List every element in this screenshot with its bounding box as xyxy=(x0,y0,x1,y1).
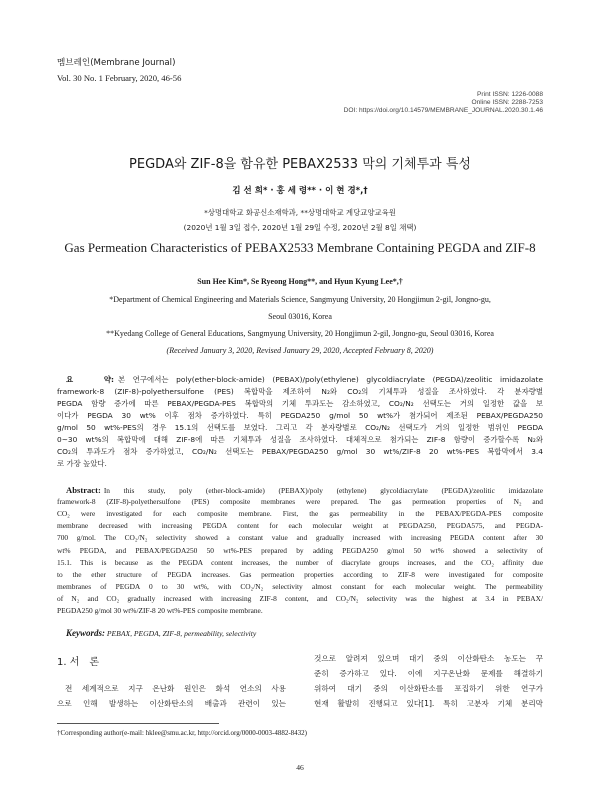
section-heading-introduction: 1. 서 론 xyxy=(57,657,100,668)
affiliation-2: **Kyedang College of General Educations, Sangmyung University, 20 Hongjimun 2-gil, Jongno-gu, Seoul 03016, Korea xyxy=(106,329,494,338)
abstract-ko-line: 로 가장 높았다. xyxy=(57,459,107,468)
abstract-en-line: membrane decreased with increasing PEGDA content for each molecular weight at PEGDA250, PEGDA575, and PEGDA- xyxy=(57,521,543,530)
intro-right-line: 준히 증가하고 있다. 이에 지구온난화 문제를 해결하기 xyxy=(314,669,543,678)
abstract-ko-line: 요 약: 본 연구에서는 poly(ether-block-amide) (PEBAX)/poly(ethylene) glycoldiacrylate (PEGDA)/zeolitic imidazolate xyxy=(66,375,543,384)
page-number: 46 xyxy=(296,763,304,772)
abstract-en-line: framework-8 (ZIF-8)-polyethersulfone (PES) composite membranes were prepared. The gas permeation properties of N₂ and xyxy=(57,497,543,506)
keywords-label: Keywords: xyxy=(66,628,105,638)
abstract-en-line: PEGDA250 g/mol 30 wt%/ZIF-8 20 wt%-PES composite membrane. xyxy=(57,606,263,615)
korean-dates: (2020년 1월 3일 접수, 2020년 1월 29일 수정, 2020년 2월 8일 채택) xyxy=(183,223,417,232)
korean-affiliations: *상명대학교 화공신소재학과, **상명대학교 계당교양교육원 xyxy=(204,208,396,217)
intro-left-line: 전 세계적으로 지구 온난화 원인은 화석 연소의 사용 xyxy=(65,684,286,693)
english-dates: (Received January 3, 2020, Revised January 29, 2020, Accepted February 8, 2020) xyxy=(166,346,434,355)
abstract-ko-line: 0~30 wt%의 복합막에 대해 ZIF-8에 따른 기체투과 성질을 조사하였다. 대체적으로 첨가되는 ZIF-8 함량이 증가할수록 N₂와 xyxy=(57,435,543,444)
volume-info: Vol. 30 No. 1 February, 2020, 46-56 xyxy=(57,73,182,83)
online-issn: Online ISSN: 2288-7253 xyxy=(471,99,543,106)
affiliation-1-line-2: Seoul 03016, Korea xyxy=(268,312,332,321)
abstract-en-line: 700 g/mol. The CO₂/N₂ selectivity showed a constant value and gradually increased with increasing PEGDA content after 30 xyxy=(57,533,543,542)
abstract-en-line: 15.1. This is because as the PEGDA content increases, the number of diacrylate groups increases, and the CO₂ affinity due xyxy=(57,558,543,567)
abstract-en-label: Abstract: xyxy=(66,485,101,495)
intro-right-line: 것으로 알려져 있으며 대기 중의 이산화탄소 농도는 꾸 xyxy=(314,654,543,663)
doi-link[interactable]: DOI: https://doi.org/10.14579/MEMBRANE_JOURNAL.2020.30.1.46 xyxy=(343,107,543,114)
abstract-en-line: wt% PEGDA, and PEBAX/PEGDA250 50 wt%-PES prepared by adding PEGDA250 g/mol 50 wt% showed a selectivity of xyxy=(57,546,543,555)
abstract-en-line: to the ether structure of PEGDA increases. Gas permeation properties according to ZIF-8 were investigated for composite xyxy=(57,570,543,579)
abstract-ko-line: g/mol 50 wt%-PES의 경우 15.1의 선택도를 보였다. 그리고 각 분자량별로 CO₂/N₂ 선택도가 거의 일정한 범위인 PEGDA xyxy=(57,423,543,432)
intro-right-line: 현재 활발히 진행되고 있다[1]. 특히 고분자 기체 분리막 xyxy=(314,699,543,708)
print-issn: Print ISSN: 1226-0088 xyxy=(477,91,543,98)
intro-right-line: 위하여 대기 중의 이산화탄소를 포집하기 위한 연구가 xyxy=(314,684,543,693)
abstract-en-line: Abstract: In this study, poly (ether-block-amide) (PEBAX)/poly (ethylene) glycoldiacrylate (PEGDA)/zeolitic imidazolate xyxy=(66,485,543,495)
keywords-value: PEBAX, PEGDA, ZIF-8, permeability, selectivity xyxy=(106,629,257,638)
journal-name: 멤브레인(Membrane Journal) xyxy=(57,58,176,68)
footnote-divider xyxy=(57,723,219,724)
abstract-en-line: of N₂ and CO₂ gradually increased with increasing ZIF-8 content, and CO₂/N₂ selectivity was the highest at 3.4 in PEBAX/ xyxy=(57,594,543,603)
abstract-ko-line: 이다가 PEGDA 30 wt% 이후 점차 증가하였다. 특히 PEGDA250 g/mol 50 wt%가 첨가되어 제조된 PEBAX/PEGDA250 xyxy=(57,411,543,420)
english-authors: Sun Hee Kim*, Se Ryeong Hong**, and Hyun Kyung Lee*,† xyxy=(197,277,403,286)
abstract-ko-label: 요 약: xyxy=(66,375,114,384)
keywords xyxy=(66,628,256,638)
abstract-ko-line: PEGDA 함량 증가에 따른 PEBAX/PEGDA-PES 복합막의 기체 투과도는 감소하였고, CO₂/N₂ 선택도는 거의 일정한 값을 보 xyxy=(57,399,543,408)
english-title: Gas Permeation Characteristics of PEBAX2533 Membrane Containing PEGDA and ZIF-8 xyxy=(64,240,536,255)
abstract-en-line: membranes of PEGDA 0 to 30 wt%, with CO₂/N₂ selectivity almost constant for each molecular weight. The permeability xyxy=(57,582,543,591)
affiliation-1-line-1: *Department of Chemical Engineering and Materials Science, Sangmyung University, 20 Hongjimun 2-gil, Jongno-gu, xyxy=(109,295,491,304)
abstract-en-line: CO₂ were investigated for each composite membrane. First, the gas permeability in the PEBAX/PEGDA-PES composite xyxy=(57,509,543,518)
abstract-ko-line: CO₂의 투과도가 점차 증가하였고, CO₂/N₂ 선택도는 PEBAX/PEGDA250 g/mol 30 wt%/ZIF-8 20 wt%-PES 복합막에서 3.4 xyxy=(57,447,543,456)
korean-authors: 김 선 희* · 홍 세 령** · 이 현 경*,† xyxy=(232,186,368,196)
abstract-ko-line: framework-8 (ZIF-8)-polyethersulfone (PES) 복합막을 제조하여 N₂와 CO₂의 기체투과 성질을 조사하였다. 각 분자량별 xyxy=(57,387,543,396)
intro-left-line: 으로 인해 발생하는 이산화탄소의 배출과 관련이 있는 xyxy=(57,699,286,708)
korean-title: PEGDA와 ZIF-8을 함유한 PEBAX2533 막의 기체투과 특성 xyxy=(129,157,471,172)
corresponding-author-footnote: †Corresponding author(e-mail: hklee@smu.ac.kr, http://orcid.org/0000-0003-4882-8432) xyxy=(57,729,308,737)
